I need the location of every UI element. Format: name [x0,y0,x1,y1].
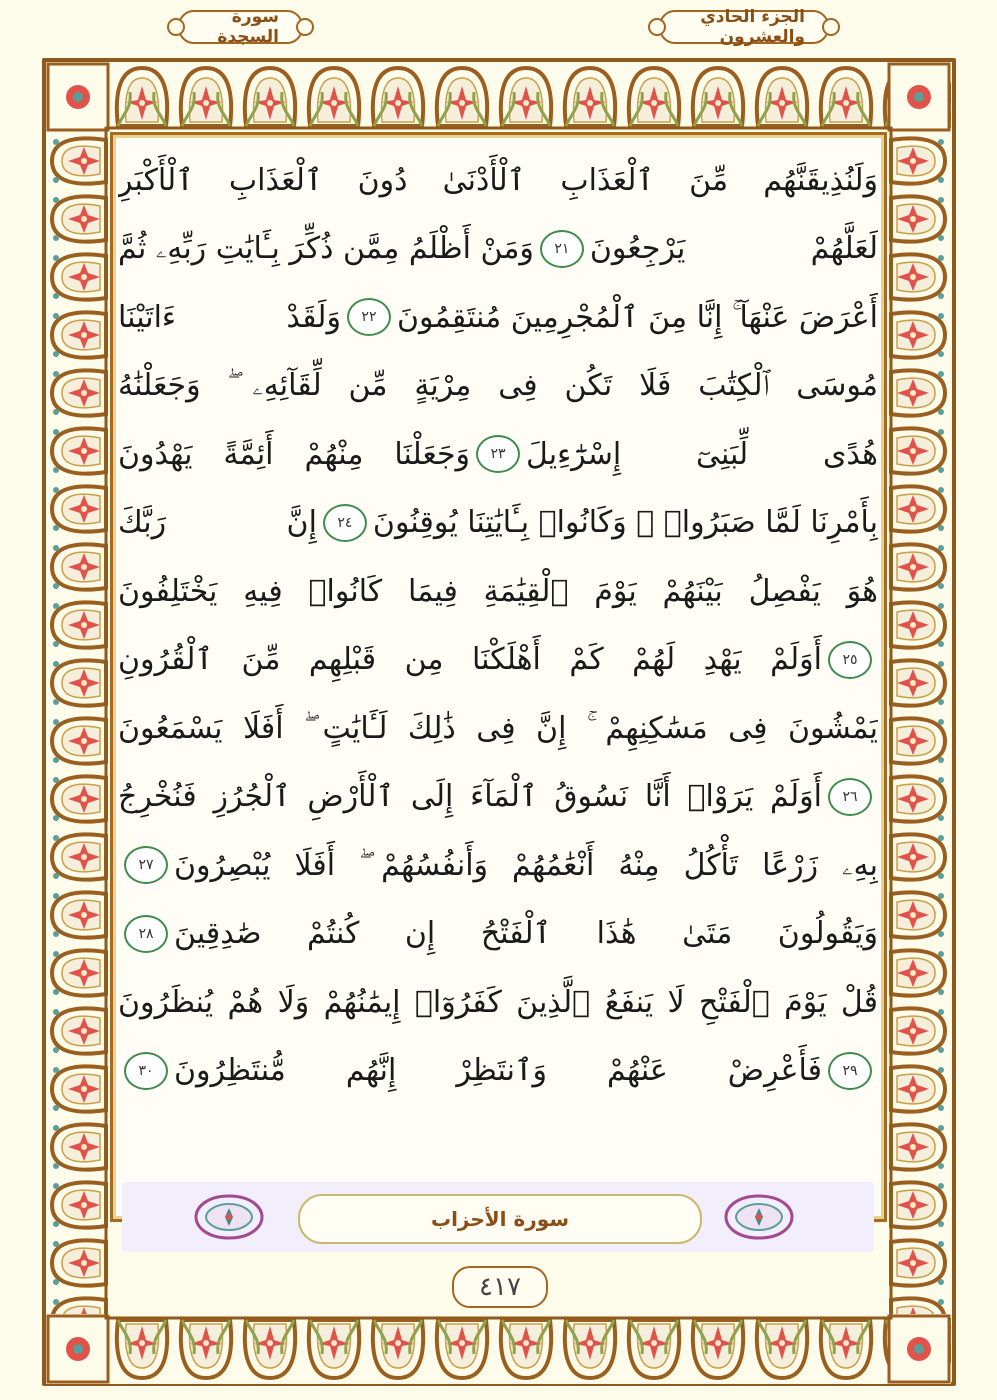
verse-text: هُدًى لِّبَنِىٓ إِسْرَٰٓءِيلَ [526,436,878,472]
verse-text: يَمْشُونَ فِى مَسَٰكِنِهِمْ ۚ إِنَّ فِى ذَٰلِكَ لَـَٔايَٰتٍ ۖ أَفَلَا يَسْمَعُونَ [118,710,878,746]
ayah-number-marker: ٢٩ [828,1052,872,1090]
verse-text: لَعَلَّهُمْ يَرْجِعُونَ [589,231,878,267]
verse-line [118,900,878,969]
ayah-number-marker: ٢٤ [323,504,367,542]
verse-line [118,557,878,626]
verse-line [118,146,878,215]
verse-text: بِهِۦ زَرْعًا تَأْكُلُ مِنْهُ أَنْعَٰمُهُمْ وَأَنفُسُهُمْ ۖ أَفَلَا يُبْصِرُونَ [174,847,878,883]
verse-line [118,763,878,832]
verse-line [118,694,878,763]
next-surah-banner [122,1182,874,1252]
ayah-number-marker: ٢٢ [347,298,391,336]
verse-line [118,420,878,489]
verse-line [118,489,878,558]
verse-line [118,626,878,695]
verse-text: وَلَقَدْ ءَاتَيْنَا [118,299,341,335]
next-surah-name: سورة الأحزاب [298,1194,702,1244]
page-number: ٤١٧ [452,1266,548,1308]
ayah-number-marker: ٣٠ [124,1052,168,1090]
verse-text: إِنَّ رَبَّكَ [118,505,317,541]
verse-text: أَوَلَمْ يَهْدِ لَهُمْ كَمْ أَهْلَكْنَا مِن قَبْلِهِم مِّنَ ٱلْقُرُونِ [118,642,822,678]
verse-line [118,283,878,352]
verse-line [118,1037,878,1106]
ayah-number-marker: ٢٥ [828,641,872,679]
verse-text: هُوَ يَفْصِلُ بَيْنَهُمْ يَوْمَ ٱلْقِيَٰمَةِ فِيمَا كَانُوا۟ فِيهِ يَخْتَلِفُونَ [118,573,878,609]
ayah-number-marker: ٢٦ [828,778,872,816]
verse-text: أَعْرَضَ عَنْهَآ ۚ إِنَّا مِنَ ٱلْمُجْرِمِينَ مُنتَقِمُونَ [396,299,878,335]
ayah-number-marker: ٢٨ [124,915,168,953]
verse-text: قُلْ يَوْمَ ٱلْفَتْحِ لَا يَنفَعُ ٱلَّذِينَ كَفَرُوٓا۟ إِيمَٰنُهُمْ وَلَا هُمْ يُنظَرُونَ [118,984,878,1020]
verse-text: بِأَمْرِنَا لَمَّا صَبَرُوا۟ ۖ وَكَانُوا۟ بِـَٔايَٰتِنَا يُوقِنُونَ [372,505,878,541]
verse-line [118,968,878,1037]
banner-right-ornament-icon [722,1192,796,1242]
surah-label: سورة السجدة [178,10,303,44]
verse-text: مُوسَى ٱلْكِتَٰبَ فَلَا تَكُن فِى مِرْيَةٍ مِّن لِّقَآئِهِۦ ۖ وَجَعَلْنَٰهُ [118,368,878,404]
verse-text: وَمَنْ أَظْلَمُ مِمَّن ذُكِّرَ بِـَٔايَٰتِ رَبِّهِۦ ثُمَّ [118,231,534,267]
verse-text: وَلَنُذِيقَنَّهُم مِّنَ ٱلْعَذَابِ ٱلْأَدْنَىٰ دُونَ ٱلْعَذَابِ ٱلْأَكْبَرِ [118,162,878,198]
juz-label: الجزء الحادي والعشرون [659,10,829,44]
verse-line [118,215,878,284]
ayah-number-marker: ٢١ [540,230,584,268]
verse-text: وَجَعَلْنَا مِنْهُمْ أَئِمَّةً يَهْدُونَ [118,436,470,472]
verse-text: أَوَلَمْ يَرَوْا۟ أَنَّا نَسُوقُ ٱلْمَآءَ إِلَى ٱلْأَرْضِ ٱلْجُرُزِ فَنُخْرِجُ [118,779,822,815]
banner-left-ornament-icon [192,1192,266,1242]
verses-block [118,146,878,1105]
ayah-number-marker: ٢٧ [124,846,168,884]
verse-text: وَيَقُولُونَ مَتَىٰ هَٰذَا ٱلْفَتْحُ إِن كُنتُمْ صَٰدِقِينَ [174,916,878,952]
verse-text: فَأَعْرِضْ عَنْهُمْ وَٱنتَظِرْ إِنَّهُم مُّنتَظِرُونَ [174,1053,822,1089]
ayah-number-marker: ٢٣ [476,435,520,473]
verse-line [118,831,878,900]
verse-line [118,352,878,421]
